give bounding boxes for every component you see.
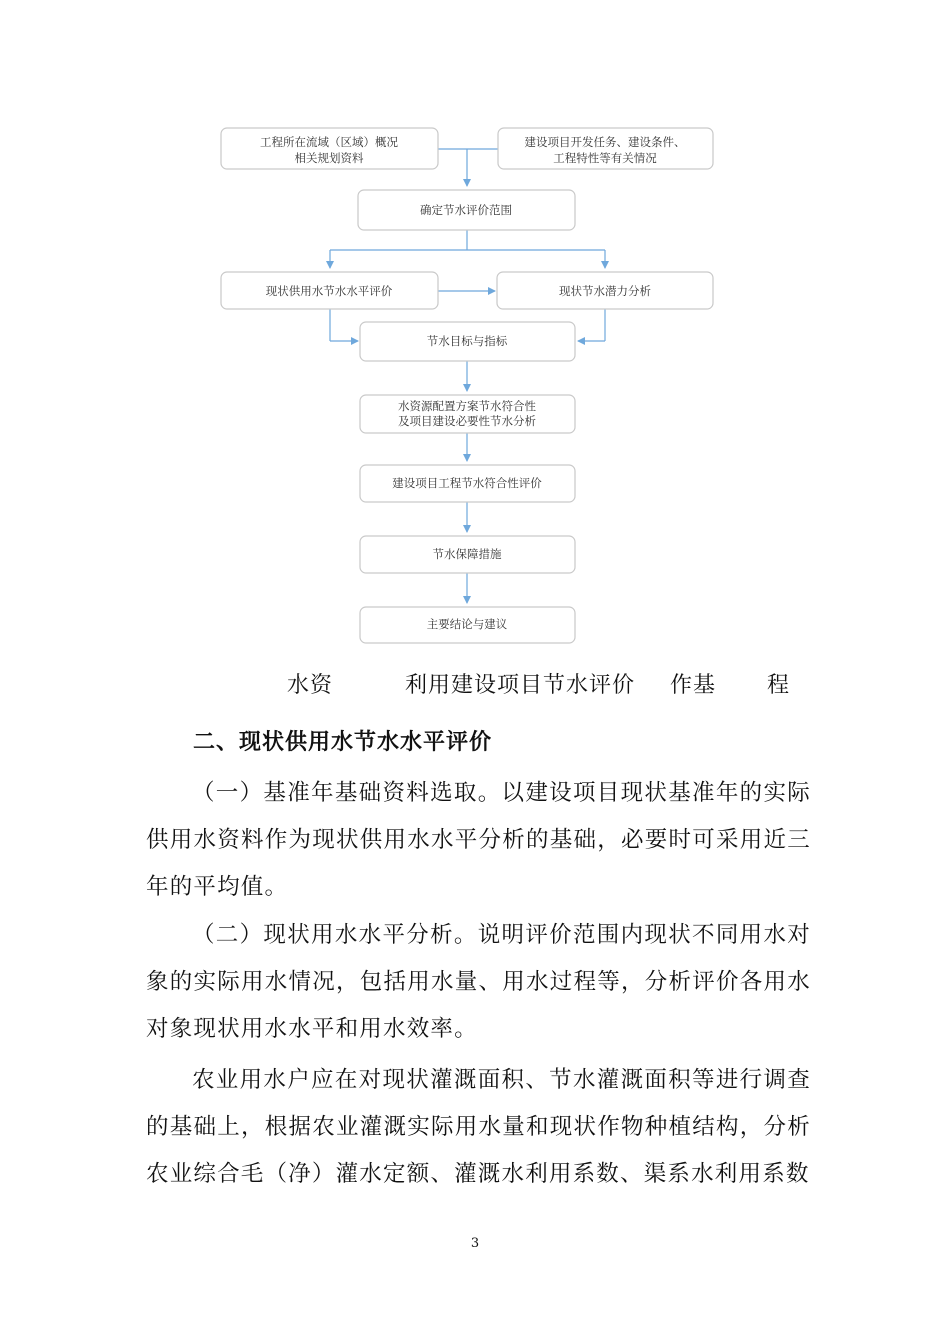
- section-heading: 二、现状供用水节水水平评价: [193, 730, 493, 755]
- box-potential: [497, 272, 713, 309]
- box-scope-text: 确定节水评价范围: [420, 203, 512, 217]
- box-conclusion-text: 主要结论与建议: [426, 617, 508, 631]
- box-compliance: [360, 465, 575, 502]
- box-basin-overview: [221, 128, 438, 169]
- box-project-line2: 工程特性等有关情况: [553, 151, 657, 165]
- paragraph-current-usage: （二）现状用水水平分析。说明评价范围内现状不同用水对象的实际用水情况，包括用水量、用水过程等，分析评价各用水对象现状用水水平和用水效率。: [146, 922, 811, 1042]
- box-compliance-text: 建设项目工程节水符合性评价: [392, 476, 542, 490]
- box-project-line1: 建设项目开发任务、建设条件、: [524, 135, 686, 149]
- box-measures-text: 节水保障措施: [432, 547, 502, 561]
- box-potential-text: 现状节水潜力分析: [559, 284, 651, 298]
- box-project-info: [498, 128, 713, 169]
- page-number: 3: [470, 1236, 480, 1251]
- box-allocation-line1: 水资源配置方案节水符合性: [398, 399, 536, 413]
- box-evaluation-scope: [358, 190, 575, 230]
- figure-caption: [0, 668, 950, 704]
- paragraph-agriculture: 农业用水户应在对现状灌溉面积、节水灌溉面积等进行调查的基础上，根据农业灌溉实际用水量和现状作物种植结构，分析农业综合毛（净）灌水定额、灌溉水利用系数、渠系水利用系数: [146, 1067, 811, 1187]
- box-allocation: [360, 395, 575, 433]
- box-basin-line1: 工程所在流域（区域）概况: [260, 135, 398, 149]
- caption-part-2: 利用建设项目节水评价: [405, 673, 636, 698]
- box-target: [360, 322, 575, 361]
- box-conclusion: [360, 607, 575, 643]
- caption-part-1: 水资: [287, 673, 334, 698]
- caption-part-4: 程: [767, 673, 791, 698]
- box-basin-line2: 相关规划资料: [294, 151, 364, 165]
- box-current-level: [221, 272, 438, 309]
- flowchart: [0, 0, 950, 660]
- box-measures: [360, 536, 575, 573]
- box-current-level-text: 现状供用水节水水平评价: [265, 284, 393, 298]
- box-allocation-line2: 及项目建设必要性节水分析: [398, 414, 536, 428]
- box-target-text: 节水目标与指标: [426, 334, 508, 348]
- caption-part-3: 作基: [670, 673, 717, 698]
- paragraph-baseline-data: （一）基准年基础资料选取。以建设项目现状基准年的实际供用水资料作为现状供用水水平分析的基础，必要时可采用近三年的平均值。: [146, 780, 811, 900]
